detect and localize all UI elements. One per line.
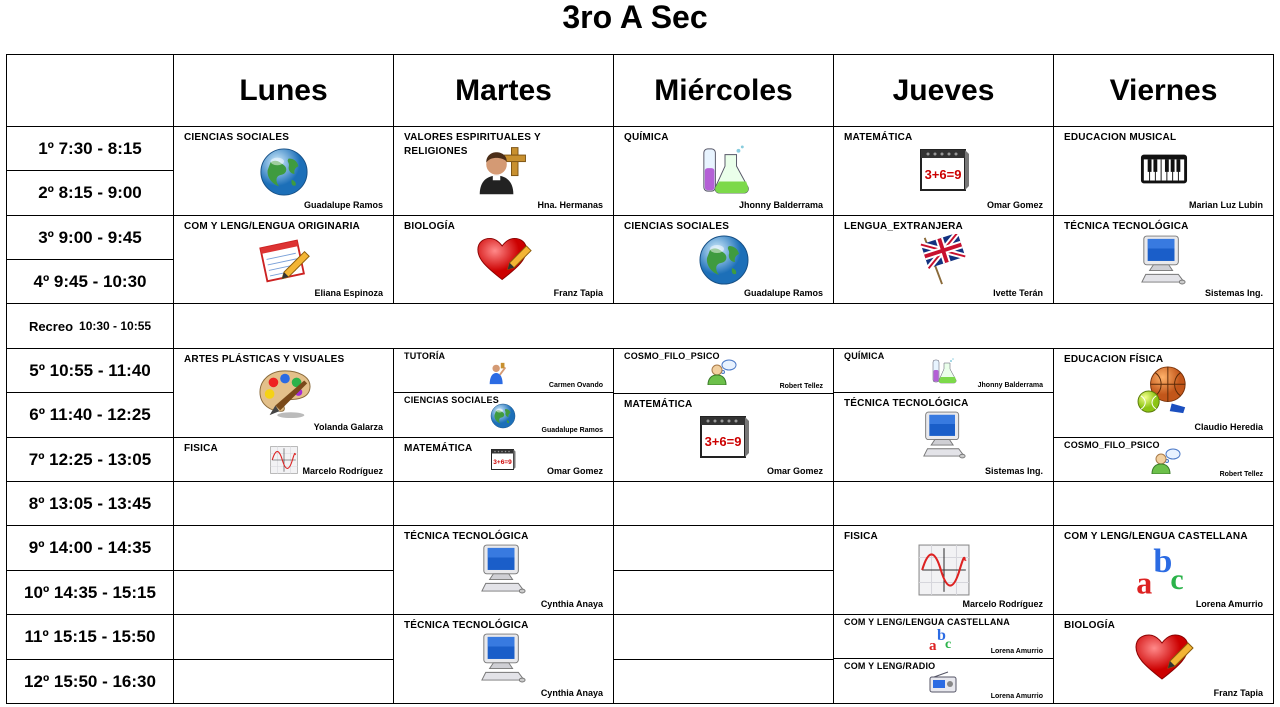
class-cell	[614, 127, 834, 216]
subject-label: FISICA	[184, 443, 218, 454]
subject-label: TÉCNICA TECNOLÓGICA	[844, 398, 969, 409]
class-cell	[1054, 216, 1274, 304]
class-cell	[394, 526, 614, 615]
computer-icon	[922, 409, 966, 466]
teacher-name: Lorena Amurrio	[990, 648, 1043, 655]
empty-cell	[614, 660, 834, 704]
subject-label: TÉCNICA TECNOLÓGICA	[404, 620, 529, 631]
teacher-name: Sistemas Ing.	[984, 466, 1043, 476]
class-cell	[834, 526, 1054, 615]
page-title: 3ro A Sec	[562, 0, 708, 35]
math-calendar-icon	[918, 145, 970, 198]
subject-label: MATEMÁTICA	[624, 399, 693, 410]
class-cell	[614, 394, 834, 482]
period-time: 12º 15:50 - 16:30	[6, 660, 174, 704]
subject-label: CIENCIAS SOCIALES	[624, 221, 730, 232]
subject-label: BIOLOGÍA	[404, 221, 456, 232]
heart-pencil-icon	[1134, 633, 1194, 686]
class-cell	[1054, 349, 1274, 438]
class-cell	[394, 438, 614, 482]
period-time: 6º 11:40 - 12:25	[6, 393, 174, 438]
class-cell	[174, 438, 394, 482]
recess-text: Recreo	[28, 318, 74, 334]
empty-cell	[614, 482, 834, 526]
globe-icon	[258, 147, 310, 202]
teacher-name: Omar Gomez	[546, 466, 603, 476]
recess-label	[6, 304, 174, 349]
math-calendar-icon	[698, 410, 750, 467]
abc-letters-icon	[1132, 540, 1196, 605]
teacher-name: Jhonny Balderrama	[738, 200, 823, 210]
sports-balls-icon	[1136, 365, 1192, 420]
day-header: Jueves	[834, 54, 1054, 127]
globe-icon	[490, 403, 516, 434]
period-time: 5º 10:55 - 11:40	[6, 349, 174, 393]
subject-label: COM Y LENG/LENGUA CASTELLANA	[1064, 531, 1248, 542]
sine-graph-icon	[270, 446, 298, 479]
subject-label: FISICA	[844, 531, 878, 542]
svg-text:a: a	[1136, 564, 1153, 600]
teacher-name: Marcelo Rodríguez	[302, 466, 383, 476]
period-time: 2º 8:15 - 9:00	[6, 171, 174, 216]
teacher-name: Robert Tellez	[779, 383, 823, 390]
period-time: 7º 12:25 - 13:05	[6, 438, 174, 482]
period-time: 11º 15:15 - 15:50	[6, 615, 174, 660]
paint-palette-icon	[256, 367, 314, 424]
computer-icon	[480, 542, 526, 601]
empty-cell	[614, 615, 834, 660]
subject-label: ARTES PLÁSTICAS Y VISUALES	[184, 354, 345, 365]
class-cell	[1054, 438, 1274, 482]
subject-label: COSMO_FILO_PSICO	[1064, 440, 1160, 450]
period-time: 1º 7:30 - 8:15	[6, 127, 174, 171]
teacher-name: Hna. Hermanas	[537, 200, 603, 210]
class-cell	[834, 393, 1054, 482]
subject-label: MATEMÁTICA	[404, 443, 473, 454]
teacher-name: Cynthia Anaya	[540, 599, 603, 609]
teacher-name: Sistemas Ing.	[1204, 288, 1263, 298]
subject-label: EDUCACION FÍSICA	[1064, 354, 1164, 365]
teacher-name: Guadalupe Ramos	[541, 427, 603, 434]
day-header: Lunes	[174, 54, 394, 127]
day-header: Martes	[394, 54, 614, 127]
period-time: 3º 9:00 - 9:45	[6, 216, 174, 260]
empty-cell	[174, 615, 394, 660]
class-cell	[1054, 526, 1274, 615]
teacher-name: Lorena Amurrio	[990, 693, 1043, 700]
class-cell	[834, 615, 1054, 659]
period-time: 4º 9:45 - 10:30	[6, 260, 174, 304]
subject-label: COM Y LENG/LENGUA ORIGINARIA	[184, 221, 360, 232]
thinking-person-icon	[1150, 448, 1182, 479]
subject-label: VALORES ESPIRITUALES Y RELIGIONES	[404, 132, 541, 157]
teacher-name: Lorena Amurrio	[1195, 599, 1263, 609]
subject-label: BIOLOGÍA	[1064, 620, 1116, 631]
teacher-name: Marian Luz Lubin	[1189, 200, 1263, 210]
teacher-name: Marcelo Rodríguez	[962, 599, 1043, 609]
corner-cell	[6, 54, 174, 127]
computer-icon	[1140, 234, 1186, 291]
svg-text:a: a	[929, 638, 937, 653]
subject-label: COM Y LENG/LENGUA CASTELLANA	[844, 617, 1010, 627]
class-cell	[394, 615, 614, 704]
svg-text:3+6=9: 3+6=9	[704, 434, 742, 449]
class-cell	[834, 349, 1054, 393]
teacher-name: Omar Gomez	[766, 466, 823, 476]
subject-label: CIENCIAS SOCIALES	[404, 395, 499, 405]
day-header: Miércoles	[614, 54, 834, 127]
svg-text:b: b	[937, 627, 946, 644]
empty-cell	[174, 482, 394, 526]
svg-text:3+6=9: 3+6=9	[493, 459, 512, 466]
empty-cell	[174, 660, 394, 704]
svg-text:c: c	[1170, 563, 1184, 597]
teacher-name: Robert Tellez	[1219, 471, 1263, 478]
class-cell	[614, 349, 834, 394]
class-cell	[394, 127, 614, 216]
radio-icon	[928, 671, 958, 698]
empty-cell	[174, 571, 394, 615]
teacher-name: Omar Gomez	[986, 200, 1043, 210]
empty-cell	[834, 482, 1054, 526]
class-cell	[174, 349, 394, 438]
recess-time: 10:30 - 10:55	[79, 319, 152, 333]
subject-label: TÉCNICA TECNOLÓGICA	[404, 531, 529, 542]
class-cell	[394, 349, 614, 393]
subject-label: TÉCNICA TECNOLÓGICA	[1064, 221, 1189, 232]
class-cell	[174, 216, 394, 304]
class-cell	[174, 127, 394, 216]
notepad-pencil-icon	[256, 236, 312, 289]
priest-cross-icon	[476, 145, 532, 200]
svg-text:c: c	[945, 637, 952, 652]
class-cell	[614, 216, 834, 304]
subject-label: QUÍMICA	[844, 351, 885, 361]
class-cell	[394, 393, 614, 438]
empty-cell	[1054, 482, 1274, 526]
period-time: 9º 14:00 - 14:35	[6, 526, 174, 571]
subject-label: EDUCACION MUSICAL	[1064, 132, 1177, 143]
teacher-name: Claudio Heredia	[1194, 422, 1263, 432]
svg-text:3+6=9: 3+6=9	[924, 167, 962, 182]
teacher-name: Ivette Terán	[993, 288, 1043, 298]
teacher-name: Guadalupe Ramos	[303, 200, 383, 210]
class-cell	[834, 127, 1054, 216]
teacher-name: Jhonny Balderrama	[977, 382, 1043, 389]
subject-label: COM Y LENG/RADIO	[844, 661, 936, 671]
class-cell	[394, 216, 614, 304]
empty-cell	[394, 482, 614, 526]
piano-keyboard-icon	[1140, 153, 1188, 190]
empty-cell	[174, 526, 394, 571]
class-cell	[1054, 127, 1274, 216]
subject-label: MATEMÁTICA	[844, 132, 913, 143]
math-calendar-icon	[490, 444, 516, 479]
day-header: Viernes	[1054, 54, 1274, 127]
recess-band	[174, 304, 1274, 349]
class-cell	[834, 659, 1054, 704]
teacher-name: Cynthia Anaya	[540, 688, 603, 698]
svg-text:b: b	[1153, 543, 1173, 581]
teacher-name: Guadalupe Ramos	[743, 288, 823, 298]
tutor-icon	[486, 361, 510, 390]
empty-cell	[614, 526, 834, 571]
globe-icon	[698, 234, 750, 291]
subject-label: CIENCIAS SOCIALES	[184, 132, 290, 143]
teacher-name: Franz Tapia	[1213, 688, 1263, 698]
period-time: 10º 14:35 - 15:15	[6, 571, 174, 615]
empty-cell	[614, 571, 834, 615]
abc-letters-icon	[926, 625, 958, 658]
class-cell	[834, 216, 1054, 304]
class-cell	[1054, 615, 1274, 704]
subject-label: COSMO_FILO_PSICO	[624, 351, 720, 361]
period-time: 8º 13:05 - 13:45	[6, 482, 174, 526]
sine-graph-icon	[918, 544, 970, 601]
teacher-name: Carmen Ovando	[548, 382, 603, 389]
chemistry-flask-icon	[698, 145, 752, 200]
chemistry-flask-icon	[930, 357, 958, 390]
uk-flag-icon	[918, 234, 968, 291]
subject-label: LENGUA_EXTRANJERA	[844, 221, 963, 232]
teacher-name: Yolanda Galarza	[313, 422, 383, 432]
computer-icon	[480, 631, 526, 690]
thinking-person-icon	[706, 359, 738, 390]
heart-pencil-icon	[476, 236, 532, 287]
teacher-name: Eliana Espinoza	[314, 288, 383, 298]
subject-label: TUTORÍA	[404, 351, 446, 361]
teacher-name: Franz Tapia	[553, 288, 603, 298]
subject-label: QUÍMICA	[624, 132, 669, 143]
